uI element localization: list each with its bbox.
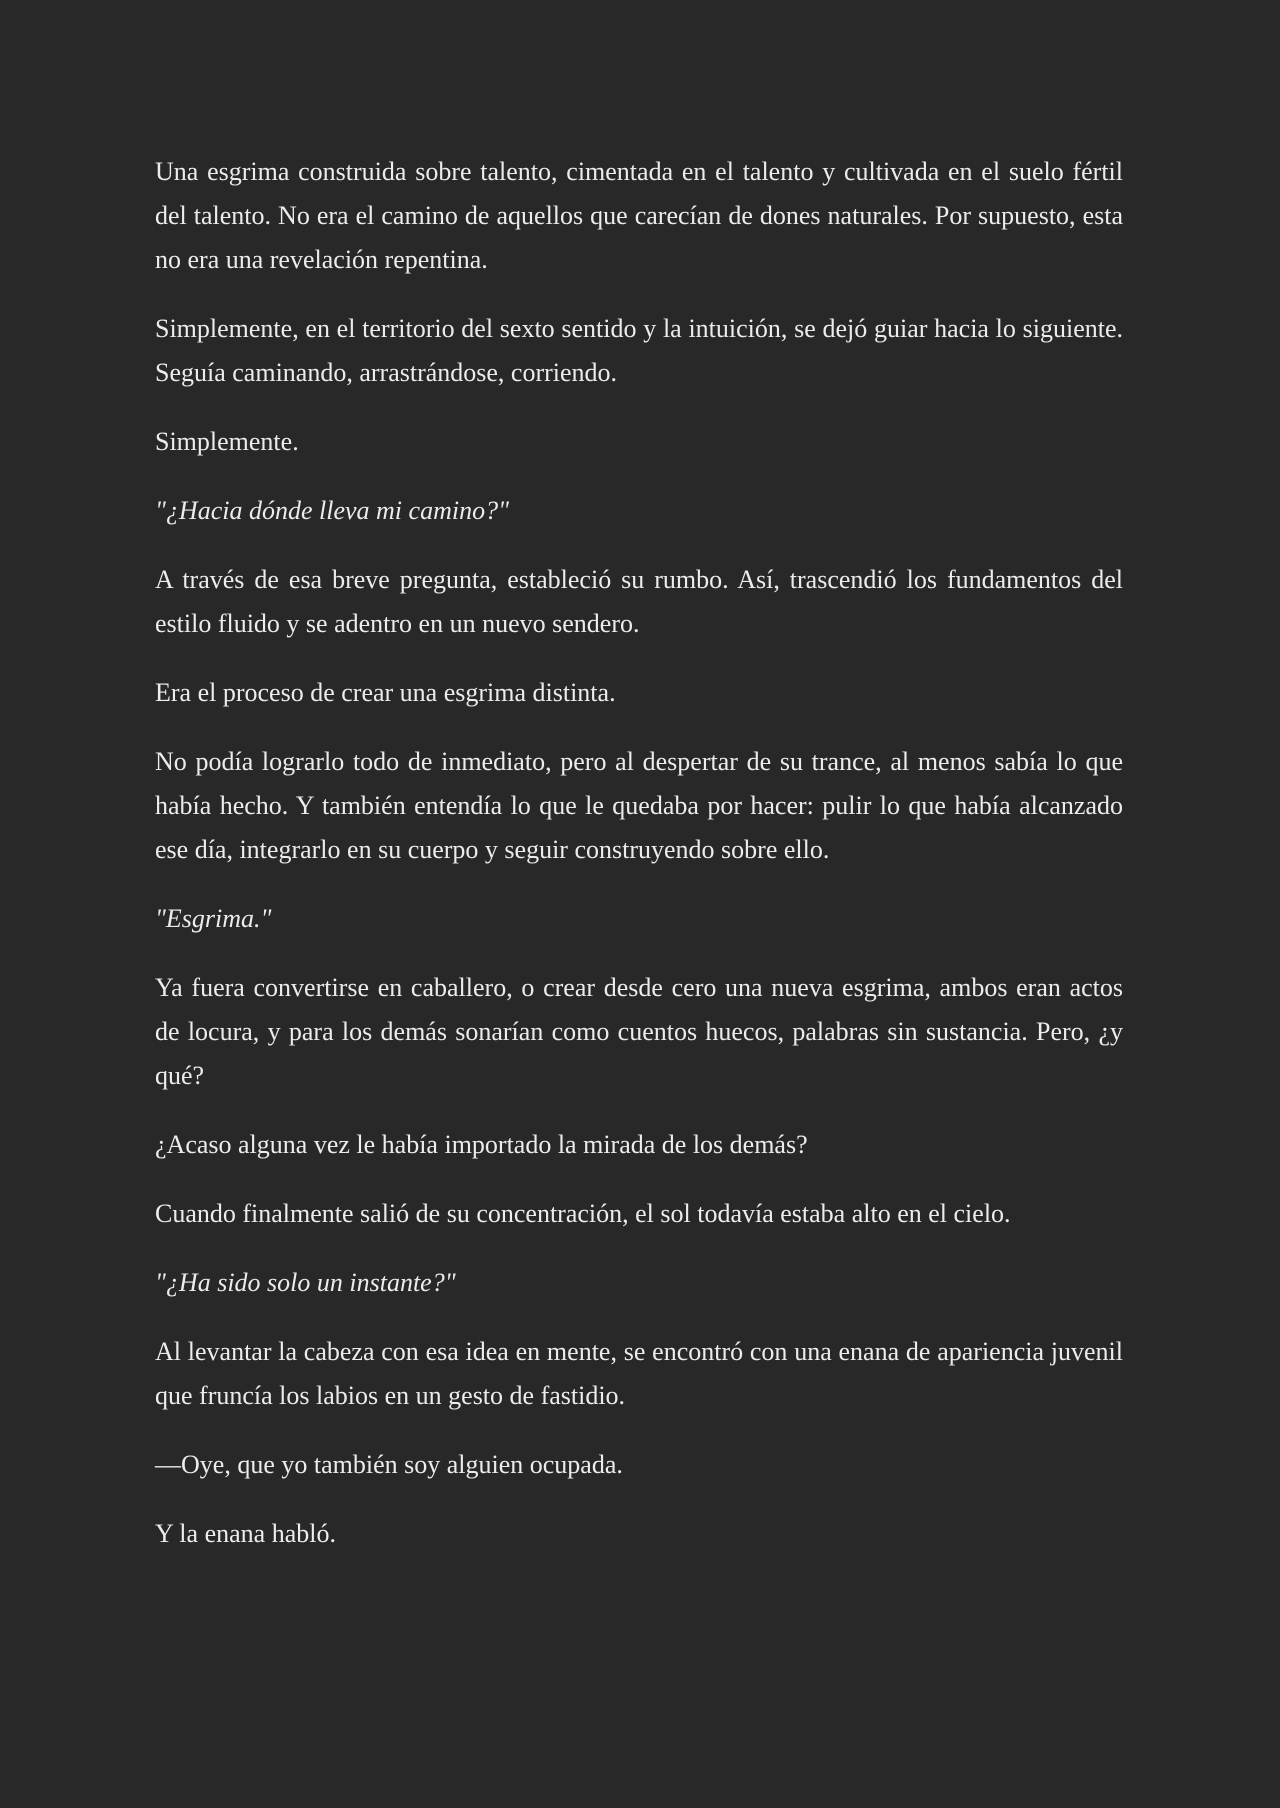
reader-page bbox=[155, 150, 1123, 1581]
paragraph: Cuando finalmente salió de su concentración, el sol todavía estaba alto en el cielo. bbox=[155, 1199, 1011, 1228]
paragraph-dialogue: —Oye, que yo también soy alguien ocupada. bbox=[155, 1450, 623, 1479]
paragraph: Al levantar la cabeza con esa idea en mente, se encontró con una enana de apariencia juvenil que fruncía los labios en un gesto de fastidio. bbox=[155, 1337, 1123, 1410]
paragraph-thought: "Esgrima." bbox=[155, 904, 272, 933]
paragraph: Simplemente. bbox=[155, 427, 299, 456]
paragraph: No podía lograrlo todo de inmediato, pero al despertar de su trance, al menos sabía lo que había hecho. Y también entendía lo que le quedaba por hacer: pulir lo que había alcanzado ese día, integrarlo en su cuerpo y seguir construyendo sobre ello. bbox=[155, 747, 1123, 864]
paragraph: Una esgrima construida sobre talento, cimentada en el talento y cultivada en el suelo fértil del talento. No era el camino de aquellos que carecían de dones naturales. Por supuesto, esta no era una revelación repentina. bbox=[155, 157, 1123, 274]
paragraph: A través de esa breve pregunta, estableció su rumbo. Así, trascendió los fundamentos del estilo fluido y se adentro en un nuevo sendero. bbox=[155, 565, 1123, 638]
paragraph: Ya fuera convertirse en caballero, o crear desde cero una nueva esgrima, ambos eran actos de locura, y para los demás sonarían como cuentos huecos, palabras sin sustancia. Pero, ¿y qué? bbox=[155, 973, 1123, 1090]
paragraph-thought: "¿Hacia dónde lleva mi camino?" bbox=[155, 496, 509, 525]
paragraph: Simplemente, en el territorio del sexto sentido y la intuición, se dejó guiar hacia lo siguiente. Seguía caminando, arrastrándose, corriendo. bbox=[155, 314, 1123, 387]
paragraph-thought: "¿Ha sido solo un instante?" bbox=[155, 1268, 456, 1297]
paragraph: Y la enana habló. bbox=[155, 1519, 336, 1548]
paragraph: Era el proceso de crear una esgrima distinta. bbox=[155, 678, 616, 707]
paragraph: ¿Acaso alguna vez le había importado la mirada de los demás? bbox=[155, 1130, 808, 1159]
